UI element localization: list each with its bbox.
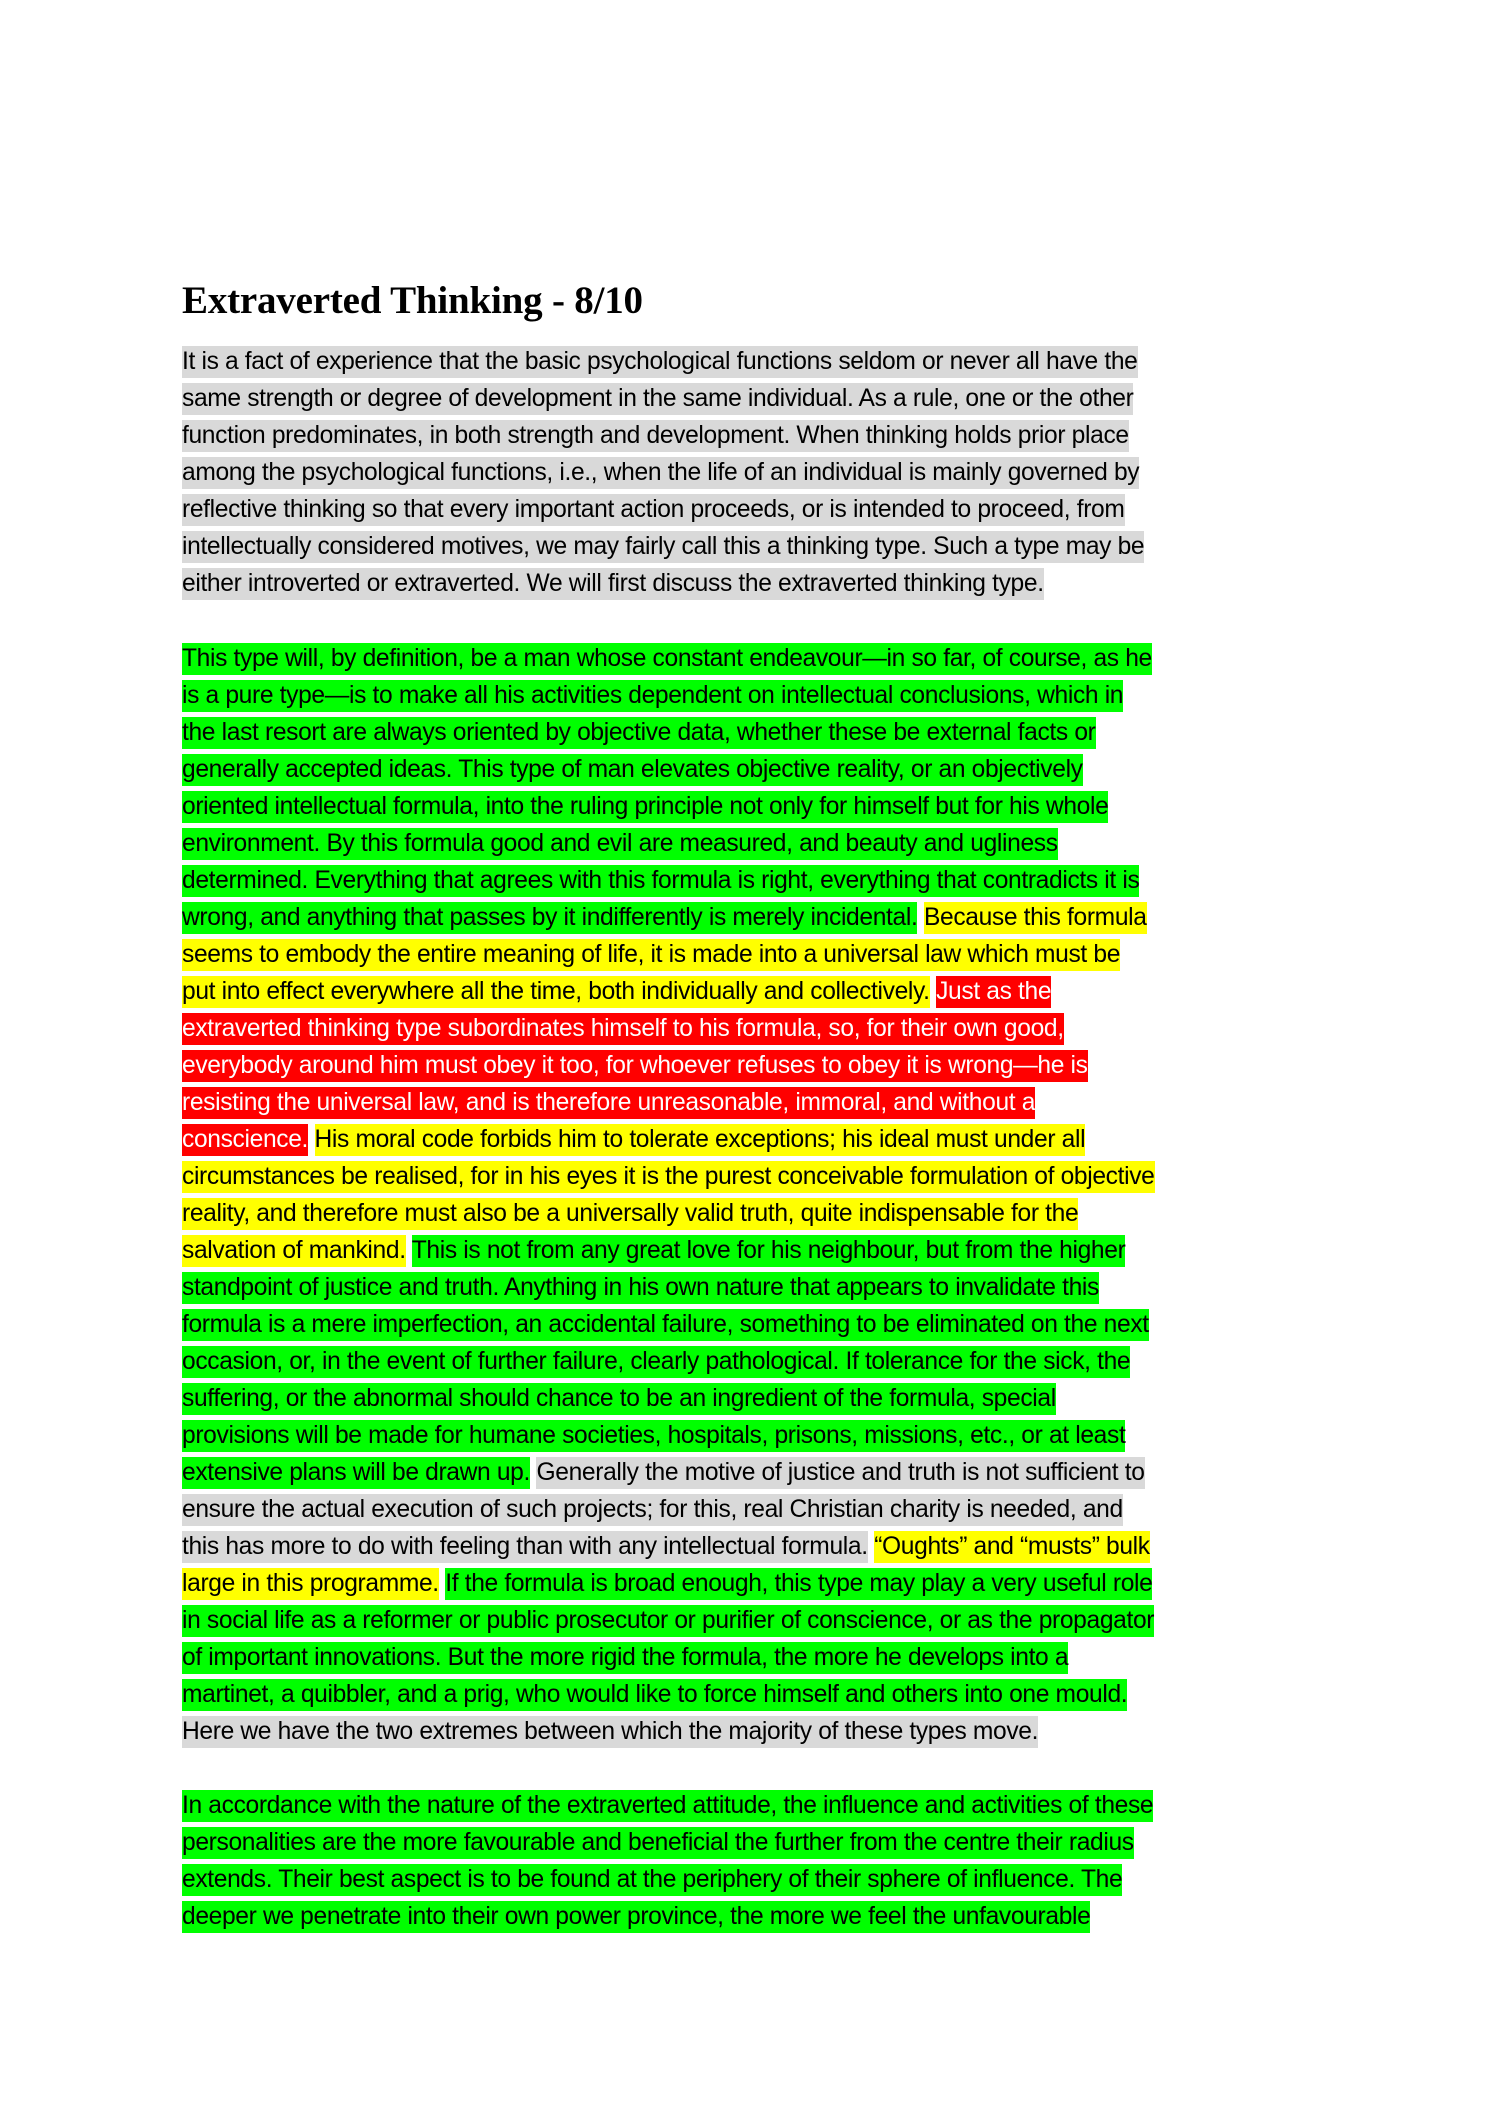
- text-line: [182, 1715, 1342, 1752]
- highlight-gray: this has more to do with feeling than with any intellectual formula.: [182, 1531, 868, 1563]
- highlight-green: extends. Their best aspect is to be found at the periphery of their sphere of influence. The: [182, 1864, 1122, 1896]
- text-line: [182, 1012, 1342, 1049]
- text-line: [182, 753, 1342, 790]
- text-line: [182, 864, 1342, 901]
- text-line: [182, 1900, 1342, 1937]
- highlight-yellow: salvation of mankind.: [182, 1235, 406, 1267]
- text-line: [182, 1049, 1342, 1086]
- text-line: [182, 1567, 1342, 1604]
- paragraph-main: [182, 642, 1342, 1752]
- highlight-green: formula is a mere imperfection, an accidental failure, something to be eliminated on the next: [182, 1309, 1149, 1341]
- text-line: [182, 716, 1342, 753]
- highlight-green: is a pure type—is to make all his activities dependent on intellectual conclusions, which in: [182, 680, 1123, 712]
- highlight-green: This is not from any great love for his neighbour, but from the higher: [412, 1235, 1126, 1267]
- highlight-yellow: large in this programme.: [182, 1568, 439, 1600]
- highlight-red: extraverted thinking type subordinates himself to his formula, so, for their own good,: [182, 1013, 1064, 1045]
- text-line: [182, 790, 1342, 827]
- text-line: [182, 530, 1342, 567]
- highlight-green: suffering, or the abnormal should chance to be an ingredient of the formula, special: [182, 1383, 1056, 1415]
- text-line: [182, 345, 1342, 382]
- highlight-green: deeper we penetrate into their own power province, the more we feel the unfavourable: [182, 1901, 1090, 1933]
- highlight-green: wrong, and anything that passes by it indifferently is merely incidental.: [182, 902, 917, 934]
- highlight-green: In accordance with the nature of the extraverted attitude, the influence and activities of these: [182, 1790, 1153, 1822]
- highlight-green: occasion, or, in the event of further failure, clearly pathological. If tolerance for the sick, the: [182, 1346, 1130, 1378]
- highlight-gray: function predominates, in both strength and development. When thinking holds prior place: [182, 420, 1129, 452]
- highlight-gray: Generally the motive of justice and truth is not sufficient to: [536, 1457, 1144, 1489]
- text-line: [182, 679, 1342, 716]
- highlight-gray: intellectually considered motives, we may fairly call this a thinking type. Such a type may be: [182, 531, 1144, 563]
- text-line: [182, 1308, 1342, 1345]
- text-line: [182, 456, 1342, 493]
- text-line: [182, 938, 1342, 975]
- highlight-gray: Here we have the two extremes between which the majority of these types move.: [182, 1716, 1038, 1748]
- text-line: [182, 1641, 1342, 1678]
- highlight-yellow: put into effect everywhere all the time, both individually and collectively.: [182, 976, 930, 1008]
- highlight-yellow: Because this formula: [924, 902, 1147, 934]
- text-line: [182, 1160, 1342, 1197]
- highlight-gray: among the psychological functions, i.e., when the life of an individual is mainly governed by: [182, 457, 1139, 489]
- highlight-green: in social life as a reformer or public prosecutor or purifier of conscience, or as the propagator: [182, 1605, 1154, 1637]
- text-line: [182, 493, 1342, 530]
- text-line: [182, 382, 1342, 419]
- text-line: [182, 1863, 1342, 1900]
- highlight-green: of important innovations. But the more rigid the formula, the more he develops into a: [182, 1642, 1068, 1674]
- text-line: [182, 1382, 1342, 1419]
- text-line: [182, 1530, 1342, 1567]
- highlight-green: provisions will be made for humane societies, hospitals, prisons, missions, etc., or at least: [182, 1420, 1125, 1452]
- highlight-green: standpoint of justice and truth. Anything in his own nature that appears to invalidate this: [182, 1272, 1099, 1304]
- highlight-green: personalities are the more favourable and beneficial the further from the centre their radius: [182, 1827, 1134, 1859]
- highlight-yellow: circumstances be realised, for in his eyes it is the purest conceivable formulation of objective: [182, 1161, 1155, 1193]
- text-line: [182, 1493, 1342, 1530]
- text-line: [182, 1271, 1342, 1308]
- text-line: [182, 1419, 1342, 1456]
- segment-gap: [406, 1235, 412, 1267]
- highlight-green: environment. By this formula good and evil are measured, and beauty and ugliness: [182, 828, 1058, 860]
- highlight-green: If the formula is broad enough, this type may play a very useful role: [445, 1568, 1152, 1600]
- text-line: [182, 975, 1342, 1012]
- highlight-gray: ensure the actual execution of such projects; for this, real Christian charity is needed, and: [182, 1494, 1123, 1526]
- text-line: [182, 1789, 1342, 1826]
- text-line: [182, 1678, 1342, 1715]
- text-line: [182, 419, 1342, 456]
- segment-gap: [308, 1124, 314, 1156]
- page-title: Extraverted Thinking - 8/10: [182, 279, 643, 322]
- highlight-green: This type will, by definition, be a man whose constant endeavour—in so far, of course, as he: [182, 643, 1152, 675]
- highlight-gray: reflective thinking so that every important action proceeds, or is intended to proceed, from: [182, 494, 1125, 526]
- highlight-green: determined. Everything that agrees with this formula is right, everything that contradicts it is: [182, 865, 1139, 897]
- highlight-green: extensive plans will be drawn up.: [182, 1457, 530, 1489]
- highlight-red: everybody around him must obey it too, for whoever refuses to obey it is wrong—he is: [182, 1050, 1088, 1082]
- segment-gap: [917, 902, 923, 934]
- highlight-yellow: His moral code forbids him to tolerate exceptions; his ideal must under all: [315, 1124, 1086, 1156]
- highlight-gray: same strength or degree of development in the same individual. As a rule, one or the other: [182, 383, 1133, 415]
- text-line: [182, 1456, 1342, 1493]
- highlight-gray: either introverted or extraverted. We will first discuss the extraverted thinking type.: [182, 568, 1044, 600]
- highlight-yellow: reality, and therefore must also be a universally valid truth, quite indispensable for the: [182, 1198, 1078, 1230]
- paragraph-influence: [182, 1789, 1342, 1937]
- text-line: [182, 642, 1342, 679]
- highlight-yellow: “Oughts” and “musts” bulk: [874, 1531, 1150, 1563]
- highlight-green: generally accepted ideas. This type of man elevates objective reality, or an objectively: [182, 754, 1083, 786]
- highlight-green: oriented intellectual formula, into the ruling principle not only for himself but for his whole: [182, 791, 1108, 823]
- text-line: [182, 567, 1342, 604]
- highlight-green: the last resort are always oriented by objective data, whether these be external facts or: [182, 717, 1096, 749]
- text-line: [182, 1197, 1342, 1234]
- highlight-red: resisting the universal law, and is therefore unreasonable, immoral, and without a: [182, 1087, 1035, 1119]
- text-line: [182, 1234, 1342, 1271]
- text-line: [182, 1123, 1342, 1160]
- text-line: [182, 1826, 1342, 1863]
- highlight-green: martinet, a quibbler, and a prig, who would like to force himself and others into one mould.: [182, 1679, 1127, 1711]
- highlight-red: conscience.: [182, 1124, 308, 1156]
- text-line: [182, 901, 1342, 938]
- highlight-gray: It is a fact of experience that the basic psychological functions seldom or never all have the: [182, 346, 1138, 378]
- text-line: [182, 1345, 1342, 1382]
- text-line: [182, 827, 1342, 864]
- paragraph-intro: [182, 345, 1342, 604]
- highlight-yellow: seems to embody the entire meaning of life, it is made into a universal law which must be: [182, 939, 1120, 971]
- text-line: [182, 1086, 1342, 1123]
- text-line: [182, 1604, 1342, 1641]
- highlight-red: Just as the: [936, 976, 1051, 1008]
